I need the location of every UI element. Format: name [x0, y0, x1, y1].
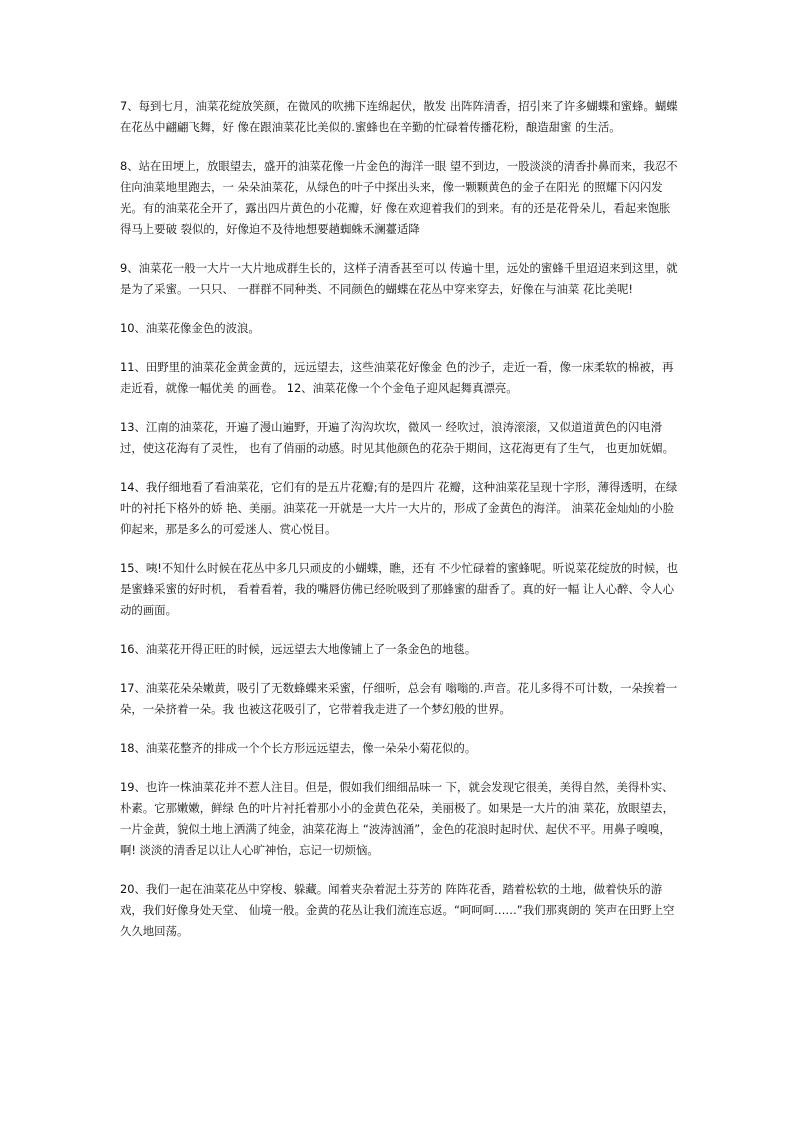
paragraph-11-12: 11、田野里的油菜花金黄金黄的，远远望去，这些油菜花好像金 色的沙子，走近一看，像一床柔软的棉被，再走近看，就像一幅优美 的画卷。 12、油菜花像一个个金龟子迎风起舞真漂亮。 — [120, 360, 674, 395]
paragraph-15: 15、咦!不知什么时候在花丛中多几只顽皮的小蝴蝶，瞧，还有 不少忙碌着的蜜蜂呢。听说菜花绽放的时候，也是蜜蜂采蜜的好时机， 看着看着，我的嘴唇仿佛已经吮吸到了那蜂蜜的甜香了。真的好一幅 让人心醉、令人心动的画面。 — [120, 561, 679, 617]
paragraph-8: 8、站在田埂上，放眼望去，盛开的油菜花像一片金色的海洋一眼 望不到边，一股淡淡的清香扑鼻而来，我忍不住向油菜地里跑去，一 朵朵油菜花，从绿色的叶子中探出头来，像一颗颗黄色的金子在阳光 的照耀下闪闪发光。有的油菜花全开了，露出四片黄色的小花瓣，好 像在欢迎着我们的到来。有的还是花骨朵儿，看起来饱胀得马上要破 裂似的，好像迫不及待地想要趟蜘蛛禾澜薹适降 — [120, 159, 678, 236]
paragraph-13: 13、江南的油菜花，开遍了漫山遍野，开遍了沟沟坎坎，微风一 经吹过，浪涛滚滚，又似道道黄色的闪电滑过，使这花海有了灵性， 也有了俏丽的动感。时见其他颜色的花杂于期间，这花海更有了生气， 也更加妩媚。 — [120, 420, 674, 455]
paragraph-14: 14、我仔细地看了看油菜花，它们有的是五片花瓣;有的是四片 花瓣，这种油菜花呈现十字形，薄得透明，在绿叶的衬托下格外的娇 艳、美丽。油菜花一开就是一大片一大片的，形成了金黄色的海洋。 油菜花金灿灿的小脸仰起来，那是多么的可爱迷人、赏心悦目。 — [120, 480, 678, 536]
paragraph-10: 10、油菜花像金色的波浪。 — [120, 321, 260, 335]
paragraph-7: 7、每到七月，油菜花绽放笑颜，在微风的吹拂下连绵起伏，散发 出阵阵清香，招引来了许多蝴蝶和蜜蜂。蝴蝶在花丛中翩翩飞舞，好 像在跟油菜花比美似的.蜜蜂也在辛勤的忙碌着传播花粉，酿造甜蜜 的生活。 — [120, 99, 678, 134]
paragraph-20: 20、我们一起在油菜花丛中穿梭、躲藏。闻着夹杂着泥土芬芳的 阵阵花香，踏着松软的土地，做着快乐的游戏，我们好像身处天堂、 仙境一般。金黄的花丛让我们流连忘返。“呵呵呵……”我们那爽朗的 笑声在田野上空久久地回荡。 — [120, 882, 675, 938]
paragraph-9: 9、油菜花一般一大片一大片地成群生长的，这样子清香甚至可以 传遍十里，远处的蜜蜂千里迢迢来到这里，就是为了采蜜。一只只、 一群群不同种类、不同颜色的蝴蝶在花丛中穿来穿去，好像在与油菜 花比美呢! — [120, 261, 678, 296]
paragraph-16: 16、油菜花开得正旺的时候，远远望去大地像铺上了一条金色的地毯。 — [120, 642, 477, 656]
paragraph-17: 17、油菜花朵朵嫩黄，吸引了无数蜂蝶来采蜜，仔细听，总会有 嗡嗡的.声音。花儿多得不可计数，一朵挨着一朵，一朵挤着一朵。我 也被这花吸引了，它带着我走进了一个梦幻般的世界。 — [120, 681, 678, 716]
paragraph-19: 19、也许一株油菜花并不惹人注目。但是，假如我们细细品味一 下，就会发现它很美，美得自然，美得朴实、朴素。它那嫩嫩，鲜绿 色的叶片衬托着那小小的金黄色花朵，美丽极了。如果是一大片的油 菜花，放眼望去，一片金黄，貌似土地上洒满了纯金，油菜花海上 “波涛汹涌”，金色的花浪时起时伏、起伏不平。用鼻子嗅嗅，啊! 淡淡的清香足以让人心旷神怡，忘记一切烦恼。 — [120, 780, 674, 857]
article-body — [120, 96, 680, 960]
paragraph-18: 18、油菜花整齐的排成一个个长方形远远望去，像一朵朵小菊花似的。 — [120, 741, 477, 755]
